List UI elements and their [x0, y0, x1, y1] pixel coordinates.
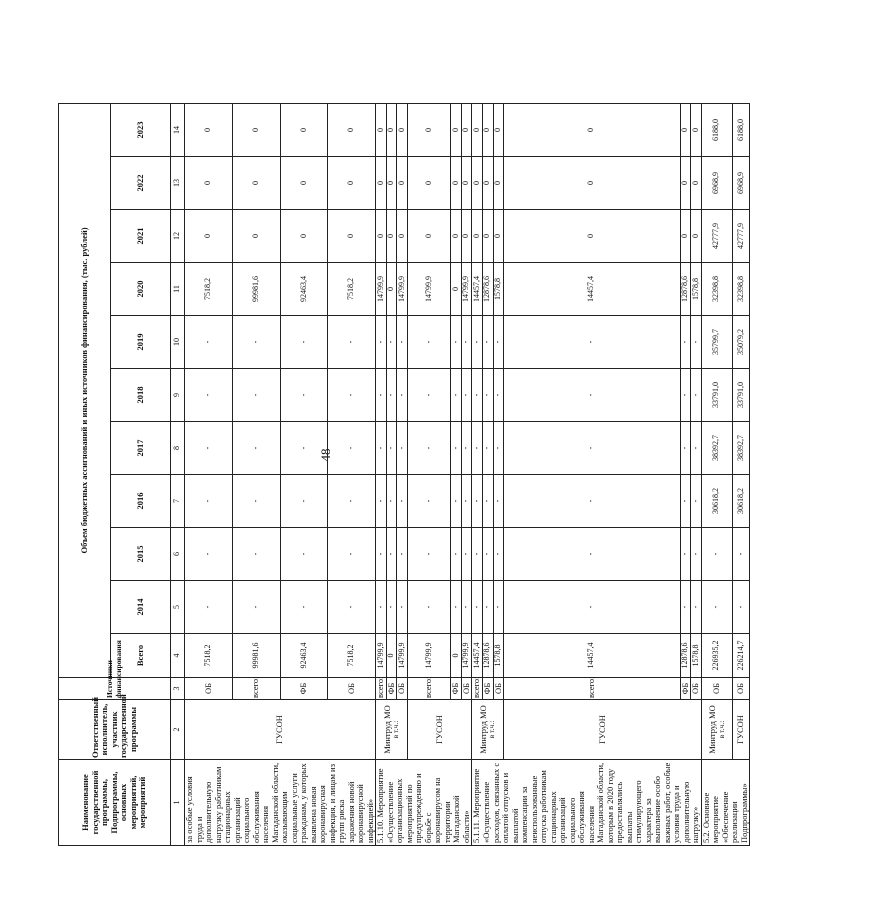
value-cell: -	[386, 528, 397, 581]
value-cell: 92463,4	[280, 263, 328, 316]
value-cell: 6968,9	[733, 157, 750, 210]
value-cell: 99981,6	[232, 263, 280, 316]
value-cell: -	[232, 581, 280, 634]
header-year: 2014	[111, 581, 171, 634]
value-cell: 14799,9	[407, 634, 451, 678]
value-cell: 14799,9	[376, 634, 387, 678]
source-cell: ФБ	[680, 678, 691, 700]
value-cell: 0	[482, 103, 493, 156]
value-cell: 7518,2	[328, 263, 376, 316]
value-cell: 14457,4	[504, 634, 681, 678]
value-cell: -	[691, 369, 702, 422]
value-cell: -	[472, 316, 483, 369]
value-cell: -	[407, 528, 451, 581]
value-cell: 0	[280, 157, 328, 210]
value-cell: -	[504, 475, 681, 528]
value-cell: 0	[472, 103, 483, 156]
value-cell: -	[493, 369, 504, 422]
value-cell: 0	[482, 157, 493, 210]
value-cell: 42777,9	[733, 210, 750, 263]
value-cell: 0	[397, 210, 408, 263]
value-cell: -	[472, 581, 483, 634]
source-cell: ОБ	[701, 678, 732, 700]
value-cell: -	[185, 475, 233, 528]
value-cell: 7518,2	[185, 263, 233, 316]
executor-label: Минтруд МО	[706, 705, 717, 754]
value-cell: -	[185, 581, 233, 634]
value-cell: 0	[280, 210, 328, 263]
executor-note: в т.ч.:	[487, 720, 497, 739]
value-cell: 92463,4	[280, 634, 328, 678]
column-number: 3	[171, 678, 185, 700]
value-cell: -	[386, 422, 397, 475]
value-cell: -	[461, 475, 472, 528]
value-cell: -	[451, 369, 462, 422]
value-cell: -	[280, 528, 328, 581]
measure-name: за особые условия труда и дополнительную нагрузку работникам стационарных организаций социального обслуживания населения Магаданской области, оказывающим социальные услуги гражданам, у которых выявлена новая коронавирусная инфекция, и лицам из групп риска заражения новой коронавирусной инфекцией»	[185, 760, 376, 846]
value-cell: -	[280, 475, 328, 528]
value-cell: -	[691, 581, 702, 634]
value-cell: -	[451, 422, 462, 475]
value-cell: -	[232, 369, 280, 422]
value-cell: -	[691, 422, 702, 475]
value-cell: 38392,7	[701, 422, 732, 475]
value-cell: 32398,8	[701, 263, 732, 316]
source-cell: всего:	[504, 678, 681, 700]
value-cell: 0	[280, 103, 328, 156]
executor-label: ГУСОН	[596, 715, 607, 744]
value-cell: 42777,9	[701, 210, 732, 263]
value-cell: -	[504, 528, 681, 581]
executor	[733, 700, 750, 760]
value-cell: -	[701, 528, 732, 581]
value-cell: 0	[407, 157, 451, 210]
header-executor-col: Ответственный исполнитель, участник государственной программы	[59, 700, 171, 760]
value-cell: 12878,6	[482, 263, 493, 316]
value-cell: -	[461, 316, 472, 369]
value-cell: 32398,8	[733, 263, 750, 316]
value-cell: -	[407, 581, 451, 634]
value-cell: 0	[680, 210, 691, 263]
table-row	[185, 0, 233, 846]
value-cell: 0	[376, 157, 387, 210]
value-cell: 7518,2	[328, 634, 376, 678]
value-cell: 0	[451, 103, 462, 156]
value-cell: -	[328, 528, 376, 581]
value-cell: 14799,9	[461, 634, 472, 678]
value-cell: 33791,0	[733, 369, 750, 422]
column-number: 11	[171, 263, 185, 316]
value-cell: -	[328, 475, 376, 528]
column-number: 14	[171, 103, 185, 156]
header-year: 2022	[111, 157, 171, 210]
column-number: 8	[171, 422, 185, 475]
source-cell: ОБ	[733, 678, 750, 700]
value-cell: -	[407, 369, 451, 422]
value-cell: -	[232, 316, 280, 369]
value-cell: -	[376, 316, 387, 369]
value-cell: 0	[386, 157, 397, 210]
source-cell: ОБ	[493, 678, 504, 700]
value-cell: 0	[397, 157, 408, 210]
value-cell: -	[386, 581, 397, 634]
value-cell: 35079,2	[733, 316, 750, 369]
value-cell: -	[482, 528, 493, 581]
value-cell: -	[472, 475, 483, 528]
value-cell: -	[472, 528, 483, 581]
value-cell: -	[733, 581, 750, 634]
value-cell: -	[280, 422, 328, 475]
value-cell: 0	[461, 103, 472, 156]
executor-label: ГУСОН	[433, 715, 444, 744]
value-cell: 0	[691, 157, 702, 210]
value-cell: -	[232, 422, 280, 475]
value-cell: 38392,7	[733, 422, 750, 475]
value-cell: 0	[493, 210, 504, 263]
value-cell: 0	[482, 210, 493, 263]
column-number: 5	[171, 581, 185, 634]
source-cell: всего:	[407, 678, 451, 700]
value-cell: -	[680, 528, 691, 581]
value-cell: 0	[328, 210, 376, 263]
executor-label: Минтруд МО	[381, 705, 392, 754]
column-number: 12	[171, 210, 185, 263]
value-cell: 0	[504, 157, 681, 210]
value-cell: -	[504, 316, 681, 369]
executor-label: ГУСОН	[735, 715, 746, 744]
column-number: 6	[171, 528, 185, 581]
value-cell: -	[328, 369, 376, 422]
value-cell: -	[232, 528, 280, 581]
header-year: 2023	[111, 103, 171, 156]
value-cell: -	[386, 316, 397, 369]
source-cell: ФБ	[386, 678, 397, 700]
value-cell: 0	[232, 103, 280, 156]
header-source-col: Источники финансирования	[59, 678, 171, 700]
header-name-col: Наименование государственной программы, Подпрограммы, основных мероприятий, мероприятий	[59, 760, 171, 846]
value-cell: 0	[461, 157, 472, 210]
column-number: 7	[171, 475, 185, 528]
value-cell: 0	[680, 103, 691, 156]
value-cell: -	[680, 475, 691, 528]
value-cell: -	[280, 369, 328, 422]
value-cell: -	[493, 475, 504, 528]
value-cell: 0	[451, 157, 462, 210]
column-number: 13	[171, 157, 185, 210]
source-cell: ФБ	[451, 678, 462, 700]
value-cell: -	[185, 369, 233, 422]
value-cell: 6968,9	[701, 157, 732, 210]
value-cell: -	[451, 581, 462, 634]
table-row	[376, 0, 387, 846]
header-year: 2020	[111, 263, 171, 316]
table-row	[733, 0, 750, 846]
value-cell: -	[376, 528, 387, 581]
source-cell: ФБ	[482, 678, 493, 700]
value-cell: 1578,8	[691, 263, 702, 316]
value-cell: -	[386, 475, 397, 528]
value-cell: -	[680, 369, 691, 422]
value-cell: 226214,7	[733, 634, 750, 678]
table-row	[504, 0, 681, 846]
source-cell: ОБ	[461, 678, 472, 700]
value-cell: -	[461, 528, 472, 581]
value-cell: 14457,4	[472, 263, 483, 316]
value-cell: 0	[386, 103, 397, 156]
value-cell: 12878,6	[680, 263, 691, 316]
value-cell: -	[397, 316, 408, 369]
executor: ГУСОН	[185, 700, 376, 760]
value-cell: 30618,2	[733, 475, 750, 528]
executor	[472, 700, 504, 760]
value-cell: -	[397, 581, 408, 634]
value-cell: -	[482, 316, 493, 369]
value-cell: -	[493, 528, 504, 581]
value-cell: -	[504, 422, 681, 475]
value-cell: -	[328, 581, 376, 634]
header-funding-title: Объем бюджетных ассигнований и иных источников финансирования, (тыс. рублей)	[59, 103, 111, 677]
value-cell: 0	[691, 103, 702, 156]
value-cell: 0	[386, 634, 397, 678]
column-number: 9	[171, 369, 185, 422]
value-cell: -	[376, 581, 387, 634]
value-cell: -	[451, 528, 462, 581]
executor	[504, 700, 702, 760]
value-cell: 12878,6	[482, 634, 493, 678]
value-cell: 0	[493, 103, 504, 156]
value-cell: 33791,0	[701, 369, 732, 422]
source-cell: ФБ	[280, 678, 328, 700]
value-cell: -	[328, 422, 376, 475]
value-cell: -	[461, 369, 472, 422]
value-cell: -	[451, 316, 462, 369]
value-cell: 226935,2	[701, 634, 732, 678]
value-cell: 0	[472, 157, 483, 210]
value-cell: 30618,2	[701, 475, 732, 528]
value-cell: 0	[493, 157, 504, 210]
value-cell: 14457,4	[504, 263, 681, 316]
value-cell: 0	[328, 157, 376, 210]
column-number: 10	[171, 316, 185, 369]
value-cell: 7518,2	[185, 634, 233, 678]
source-cell: ОБ	[185, 678, 233, 700]
value-cell: 6188,0	[701, 103, 732, 156]
value-cell: 1578,8	[493, 263, 504, 316]
value-cell: -	[280, 581, 328, 634]
value-cell: 14457,4	[472, 634, 483, 678]
header-year: 2015	[111, 528, 171, 581]
value-cell: 0	[232, 157, 280, 210]
table-body	[59, 0, 750, 846]
financing-table	[58, 0, 750, 846]
page-number: 48	[318, 448, 333, 462]
value-cell: 0	[328, 103, 376, 156]
value-cell: -	[185, 422, 233, 475]
measure-name: 5.1.11. Мероприятие «Осуществление расходов, связанных с оплатой отпусков и выплатой компенсации за неиспользованные отпуска работникам стационарных организаций социального обслуживания населения Магаданской области, которым в 2020 году предоставлялись выплаты стимулирующего характера за выполнение особо важных работ, особые условия труда и дополнительную нагрузку»	[472, 760, 701, 846]
value-cell: 14799,9	[397, 634, 408, 678]
value-cell: 0	[232, 210, 280, 263]
value-cell: 0	[691, 210, 702, 263]
measure-name: 5.1.10. Мероприятие «Осуществление организационных мероприятий по предупреждению и борьбе с коронавирусом на территории Магаданской области»	[376, 760, 472, 846]
value-cell: 0	[407, 210, 451, 263]
value-cell: -	[733, 528, 750, 581]
value-cell: 0	[472, 210, 483, 263]
executor-label: Минтруд МО	[477, 705, 488, 754]
header-year: 2021	[111, 210, 171, 263]
table-row	[472, 0, 483, 846]
source-cell: всего:	[375, 676, 386, 698]
value-cell: -	[185, 528, 233, 581]
value-cell: -	[397, 528, 408, 581]
value-cell: 1578,8	[691, 634, 702, 678]
value-cell: -	[407, 316, 451, 369]
value-cell: -	[461, 581, 472, 634]
executor-note: в т.ч.:	[391, 720, 401, 739]
value-cell: -	[376, 369, 387, 422]
value-cell: -	[397, 475, 408, 528]
value-cell: -	[328, 316, 376, 369]
value-cell: 0	[397, 103, 408, 156]
value-cell: 14799,9	[376, 263, 387, 316]
value-cell: -	[691, 528, 702, 581]
source-cell: ОБ	[328, 678, 376, 700]
value-cell: 6188,0	[733, 103, 750, 156]
value-cell: 0	[461, 210, 472, 263]
value-cell: 0	[386, 263, 397, 316]
value-cell: -	[680, 422, 691, 475]
source-cell: ОБ	[691, 678, 702, 700]
value-cell: -	[461, 422, 472, 475]
value-cell: -	[493, 316, 504, 369]
column-number-row	[171, 0, 185, 846]
value-cell: -	[397, 422, 408, 475]
column-number: 2	[171, 700, 185, 760]
header-row	[59, 0, 111, 846]
header-year: 2019	[111, 316, 171, 369]
value-cell: 0	[185, 103, 233, 156]
table-row	[701, 0, 732, 846]
value-cell: 14799,9	[407, 263, 451, 316]
value-cell: -	[472, 369, 483, 422]
header-total: Всего	[111, 634, 171, 678]
value-cell: -	[472, 422, 483, 475]
value-cell: -	[504, 369, 681, 422]
value-cell: -	[232, 475, 280, 528]
value-cell: 0	[185, 210, 233, 263]
value-cell: -	[482, 422, 493, 475]
value-cell: 14799,9	[397, 263, 408, 316]
value-cell: 0	[185, 157, 233, 210]
header-year: 2017	[111, 422, 171, 475]
value-cell: -	[397, 369, 408, 422]
value-cell: 0	[451, 263, 462, 316]
source-cell: всего:	[232, 678, 280, 700]
value-cell: 0	[386, 210, 397, 263]
value-cell: -	[407, 475, 451, 528]
value-cell: 14799,9	[461, 263, 472, 316]
value-cell: -	[701, 581, 732, 634]
value-cell: -	[493, 581, 504, 634]
value-cell: -	[493, 422, 504, 475]
value-cell: -	[680, 316, 691, 369]
value-cell: 0	[376, 103, 387, 156]
value-cell: -	[504, 581, 681, 634]
source-cell: всего:	[471, 676, 482, 698]
column-number: 1	[171, 760, 185, 846]
value-cell: 0	[680, 157, 691, 210]
value-cell: -	[451, 475, 462, 528]
value-cell: 99981,6	[232, 634, 280, 678]
value-cell: 0	[376, 210, 387, 263]
rotated-table-wrapper	[58, 118, 884, 846]
executor	[376, 700, 408, 760]
value-cell: -	[680, 581, 691, 634]
value-cell: -	[407, 422, 451, 475]
value-cell: 35799,7	[701, 316, 732, 369]
value-cell: -	[376, 422, 387, 475]
executor	[701, 700, 732, 760]
value-cell: -	[482, 581, 493, 634]
value-cell: -	[280, 316, 328, 369]
value-cell: -	[185, 316, 233, 369]
value-cell: -	[376, 475, 387, 528]
value-cell: 0	[504, 210, 681, 263]
value-cell: -	[482, 475, 493, 528]
value-cell: -	[691, 475, 702, 528]
header-year: 2018	[111, 369, 171, 422]
value-cell: 0	[451, 210, 462, 263]
value-cell: -	[386, 369, 397, 422]
executor-note: в т.ч.:	[716, 720, 726, 739]
value-cell: 12878,6	[680, 634, 691, 678]
value-cell: 1578,8	[493, 634, 504, 678]
value-cell: 0	[407, 103, 451, 156]
value-cell: 0	[451, 634, 462, 678]
value-cell: -	[482, 369, 493, 422]
column-number: 4	[171, 634, 185, 678]
executor	[407, 700, 472, 760]
measure-name: 5.2. Основное мероприятие «Обеспечение реализации Подпрограммы»	[701, 760, 750, 846]
source-cell: ОБ	[397, 678, 408, 700]
header-year: 2016	[111, 475, 171, 528]
table-row	[407, 0, 451, 846]
value-cell: -	[691, 316, 702, 369]
value-cell: 0	[504, 103, 681, 156]
